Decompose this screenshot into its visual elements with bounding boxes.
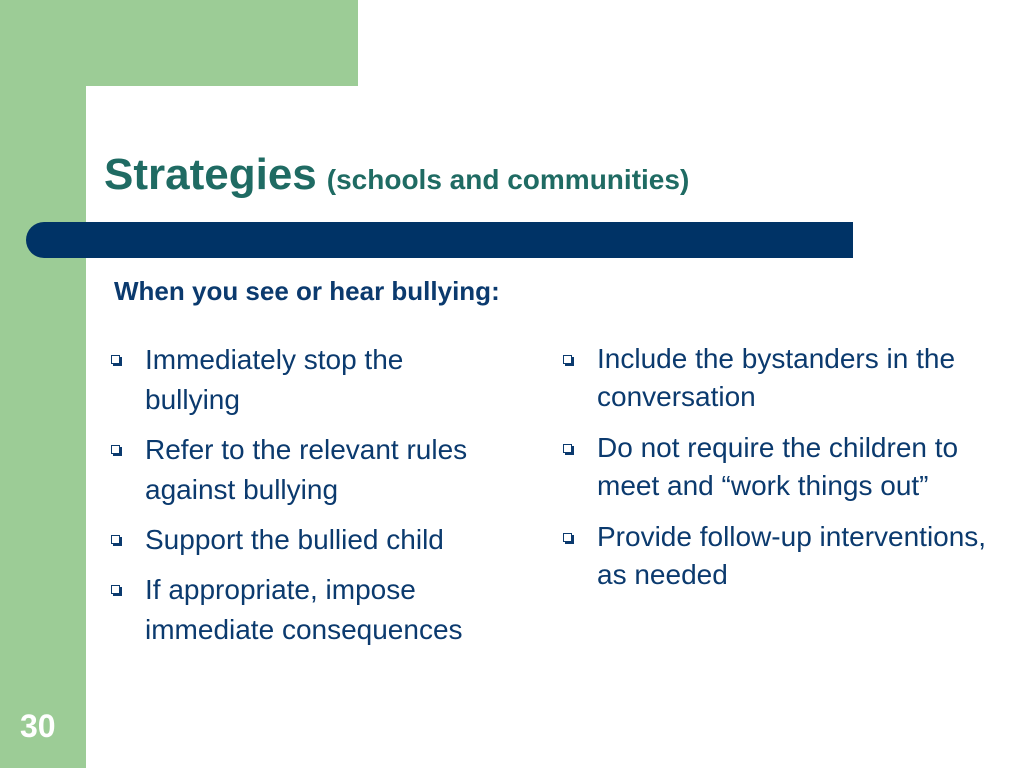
list-item-text: Include the bystanders in the conversation [597, 343, 956, 412]
list-item [104, 430, 475, 510]
right-bullet-list [556, 340, 1016, 607]
list-item [104, 570, 545, 650]
left-accent-band [0, 0, 86, 768]
list-item-text: Support the bullied child [145, 524, 444, 555]
list-item-text: Immediately stop the bullying [145, 344, 404, 415]
list-item-text: Refer to the relevant rules against bullying [145, 434, 468, 505]
title-main: Strategies [104, 150, 317, 199]
left-bullet-list [104, 340, 544, 660]
square-bullet-icon [563, 355, 572, 364]
square-bullet-icon [111, 355, 120, 364]
section-subheading: When you see or hear bullying: [114, 276, 500, 306]
square-bullet-icon [563, 444, 572, 453]
page-number: 30 [20, 708, 56, 744]
title-subtitle: (schools and communities) [326, 164, 690, 195]
list-item [556, 518, 1017, 594]
list-item [104, 340, 475, 420]
square-bullet-icon [111, 585, 120, 594]
list-item [556, 429, 1017, 505]
list-item-text: If appropriate, impose immediate consequences [145, 574, 463, 645]
list-item-text: Do not require the children to meet and “work things out” [597, 432, 959, 501]
square-bullet-icon [563, 533, 572, 542]
list-item-text: Provide follow-up interventions, as needed [597, 521, 987, 590]
square-bullet-icon [111, 445, 120, 454]
top-accent-band [0, 0, 358, 86]
title-underline-bar [26, 222, 853, 258]
slide-title [104, 150, 689, 200]
square-bullet-icon [111, 535, 120, 544]
list-item [556, 340, 987, 416]
list-item [104, 520, 544, 560]
